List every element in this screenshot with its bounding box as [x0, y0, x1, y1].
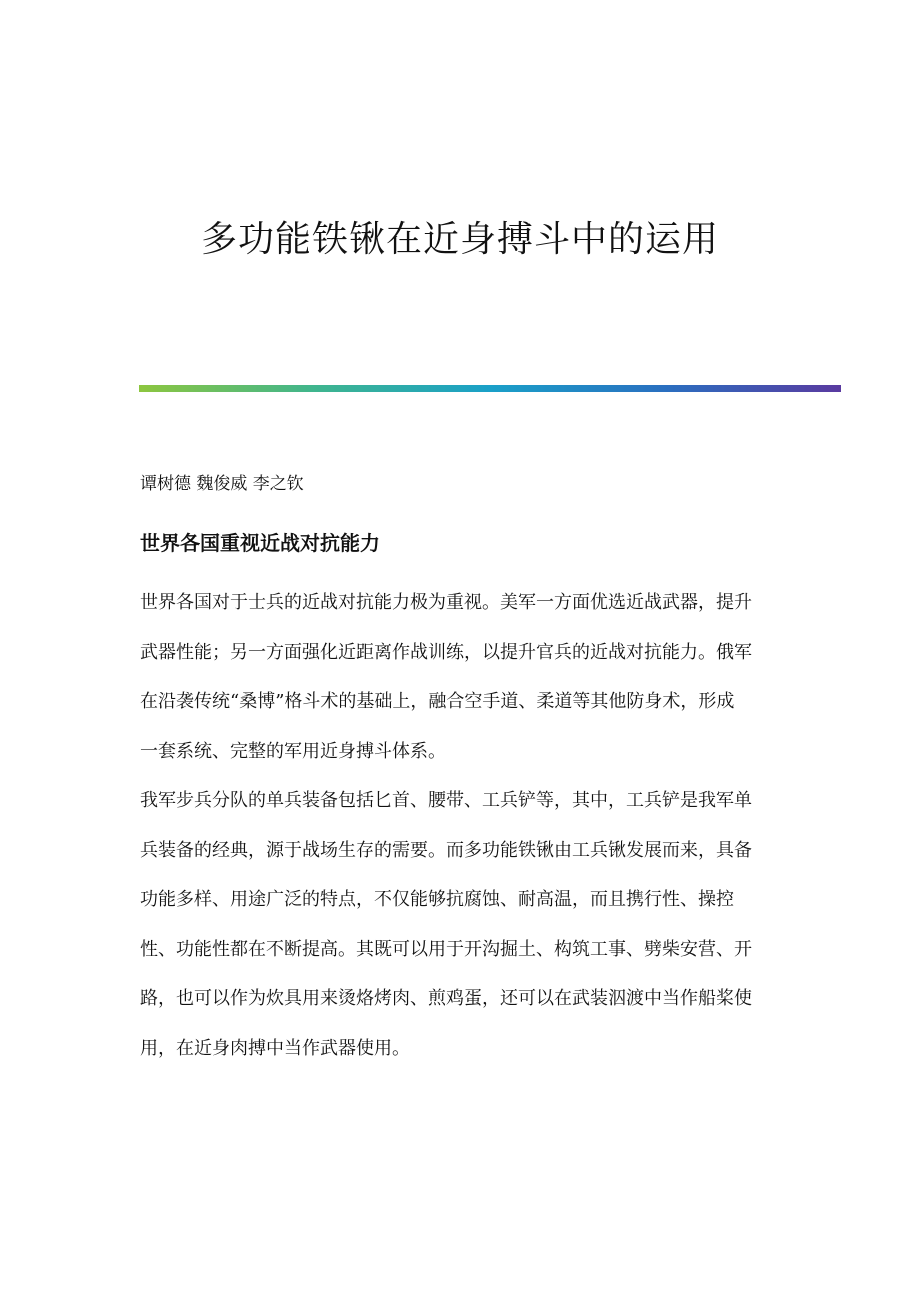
paragraph-line: 兵装备的经典，源于战场生存的需要。而多功能铁锹由工兵锹发展而来，具备 — [140, 839, 752, 861]
paragraph-line: 我军步兵分队的单兵装备包括匕首、腰带、工兵铲等，其中，工兵铲是我军单 — [140, 790, 752, 811]
paragraph-1 — [140, 578, 790, 776]
paragraph-line: 世界各国对于士兵的近战对抗能力极为重视。美军一方面优选近战武器，提升 — [140, 592, 752, 613]
author-line: 谭树德 魏俊威 李之钦 — [140, 474, 304, 494]
paragraph-line: 一套系统、完整的军用近身搏斗体系。 — [140, 740, 446, 762]
title-divider — [139, 385, 841, 392]
paragraph-line: 路，也可以作为炊具用来烫烙烤肉、煎鸡蛋，还可以在武装泅渡中当作船桨使 — [140, 988, 752, 1009]
paragraph-line: 功能多样、用途广泛的特点，不仅能够抗腐蚀、耐高温，而且携行性、操控 — [140, 889, 734, 910]
paragraph-line: 在沿袭传统“桑博”格斗术的基础上，融合空手道、柔道等其他防身术，形成 — [140, 691, 735, 712]
paragraph-line: 性、功能性都在不断提高。其既可以用于开沟掘土、构筑工事、劈柴安营、开 — [140, 938, 752, 960]
paragraph-line: 用，在近身肉搏中当作武器使用。 — [140, 1037, 410, 1059]
document-title: 多功能铁锹在近身搏斗中的运用 — [200, 219, 719, 260]
paragraph-2 — [140, 776, 790, 1073]
paragraph-line: 武器性能；另一方面强化近距离作战训练，以提升官兵的近战对抗能力。俄军 — [140, 641, 752, 663]
section-heading: 世界各国重视近战对抗能力 — [140, 531, 380, 555]
